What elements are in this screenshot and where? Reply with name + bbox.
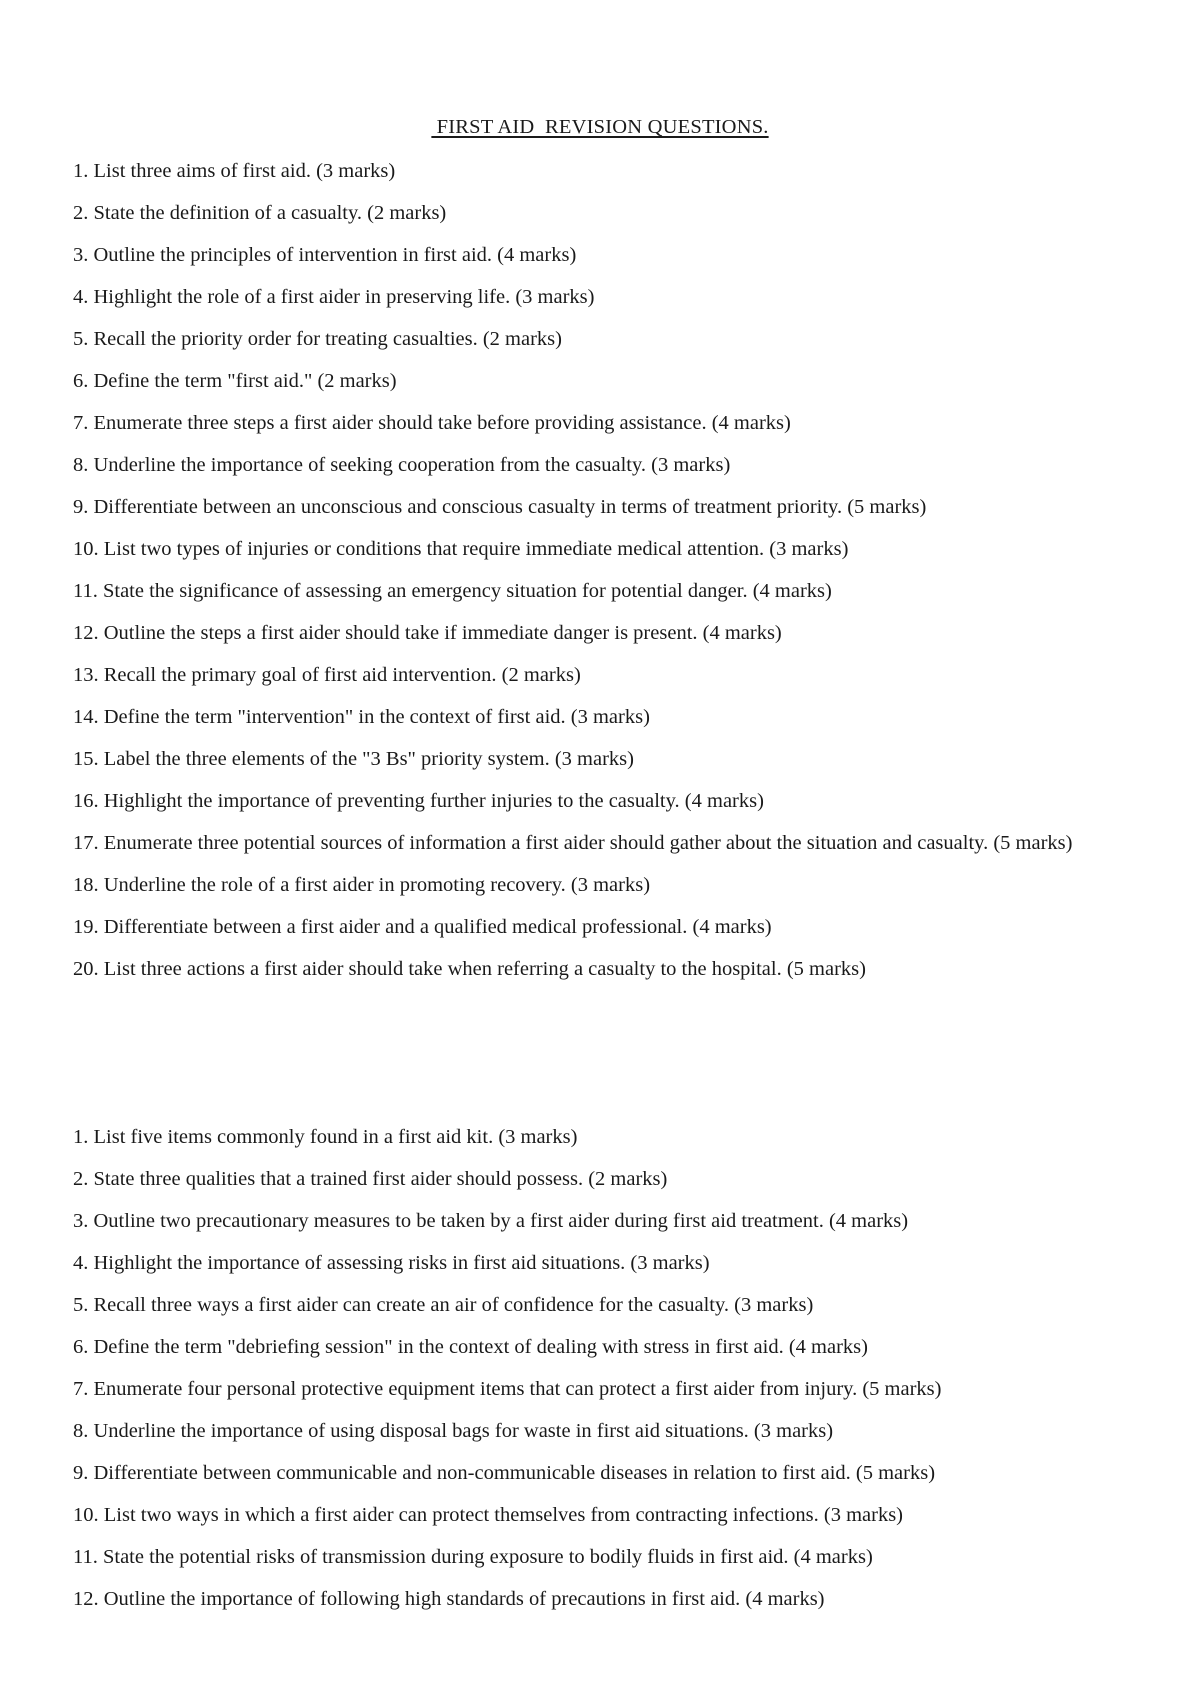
- question-item: 2. State three qualities that a trained first aider should possess. (2 marks): [73, 1168, 668, 1190]
- question-item: 4. Highlight the role of a first aider in preserving life. (3 marks): [73, 286, 595, 308]
- question-item: 8. Underline the importance of using disposal bags for waste in first aid situations. (3 marks): [73, 1420, 834, 1442]
- question-item: 13. Recall the primary goal of first aid intervention. (2 marks): [73, 664, 581, 686]
- question-item: 16. Highlight the importance of preventing further injuries to the casualty. (4 marks): [73, 790, 764, 812]
- question-item: 7. Enumerate three steps a first aider should take before providing assistance. (4 marks): [73, 412, 791, 434]
- question-item: 3. Outline two precautionary measures to be taken by a first aider during first aid treatment. (4 marks): [73, 1210, 909, 1232]
- question-item: 15. Label the three elements of the "3 Bs" priority system. (3 marks): [73, 748, 634, 770]
- question-item: 6. Define the term "debriefing session" in the context of dealing with stress in first aid. (4 marks): [73, 1336, 868, 1358]
- question-item: 9. Differentiate between an unconscious and conscious casualty in terms of treatment priority. (5 marks): [73, 496, 927, 518]
- question-item: 12. Outline the importance of following high standards of precautions in first aid. (4 marks): [73, 1588, 825, 1610]
- question-item: 12. Outline the steps a first aider should take if immediate danger is present. (4 marks): [73, 622, 782, 644]
- question-item: 6. Define the term "first aid." (2 marks): [73, 370, 397, 392]
- question-list-section-a: [73, 150, 1133, 990]
- question-item: 9. Differentiate between communicable and non-communicable diseases in relation to first aid. (5 marks): [73, 1462, 936, 1484]
- question-item: 17. Enumerate three potential sources of information a first aider should gather about the situation and casualty. (5 marks): [73, 832, 1073, 854]
- question-item: 5. Recall three ways a first aider can create an air of confidence for the casualty. (3 marks): [73, 1294, 814, 1316]
- question-item: 11. State the potential risks of transmission during exposure to bodily fluids in first aid. (4 marks): [73, 1546, 873, 1568]
- question-item: 7. Enumerate four personal protective equipment items that can protect a first aider from injury. (5 marks): [73, 1378, 942, 1400]
- question-item: 2. State the definition of a casualty. (2 marks): [73, 202, 447, 224]
- question-item: 10. List two types of injuries or conditions that require immediate medical attention. (3 marks): [73, 538, 849, 560]
- question-item: 18. Underline the role of a first aider in promoting recovery. (3 marks): [73, 874, 651, 896]
- question-item: 8. Underline the importance of seeking cooperation from the casualty. (3 marks): [73, 454, 731, 476]
- question-item: 3. Outline the principles of intervention in first aid. (4 marks): [73, 244, 577, 266]
- question-item: 14. Define the term "intervention" in the context of first aid. (3 marks): [73, 706, 650, 728]
- question-item: 4. Highlight the importance of assessing risks in first aid situations. (3 marks): [73, 1252, 710, 1274]
- question-item: 19. Differentiate between a first aider and a qualified medical professional. (4 marks): [73, 916, 772, 938]
- question-list-section-b: [73, 1116, 1133, 1620]
- question-item: 1. List three aims of first aid. (3 marks): [73, 160, 396, 182]
- document-title: FIRST AID REVISION QUESTIONS.: [431, 116, 769, 138]
- question-item: 11. State the significance of assessing an emergency situation for potential danger. (4 marks): [73, 580, 832, 602]
- question-item: 1. List five items commonly found in a first aid kit. (3 marks): [73, 1126, 578, 1148]
- question-item: 5. Recall the priority order for treating casualties. (2 marks): [73, 328, 562, 350]
- question-item: 20. List three actions a first aider should take when referring a casualty to the hospital. (5 marks): [73, 958, 866, 980]
- question-item: 10. List two ways in which a first aider can protect themselves from contracting infections. (3 marks): [73, 1504, 904, 1526]
